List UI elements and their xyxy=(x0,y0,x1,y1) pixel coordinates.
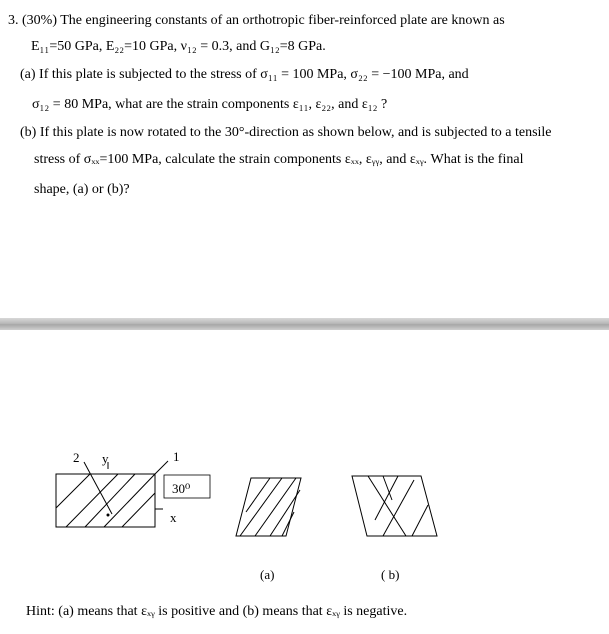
angle-label: 30⁰ xyxy=(172,481,191,496)
problem-line-4: σ₁₂ = 80 MPa, what are the strain components ε₁₁, ε₂₂, and ε₁₂ ? xyxy=(32,97,388,112)
problem-line-2: E₁₁=50 GPa, E₂₂=10 GPa, ν₁₂ = 0.3, and G₁₂=8 GPa. xyxy=(31,39,326,54)
axis-1-label: 1 xyxy=(173,449,180,464)
problem-line-5: (b) If this plate is now rotated to the 30°-direction as shown below, and is subjected to a tensile xyxy=(20,125,552,140)
deformed-shape-b xyxy=(352,476,437,536)
problem-line-1: 3. (30%) The engineering constants of an orthotropic fiber-reinforced plate are known as xyxy=(8,13,505,28)
caption-b: ( b) xyxy=(381,567,400,582)
axis-1-line xyxy=(155,461,168,474)
axis-x-label: x xyxy=(170,510,177,525)
axis-y-label: y xyxy=(102,451,109,466)
problem-line-3: (a) If this plate is subjected to the stress of σ₁₁ = 100 MPa, σ₂₂ = −100 MPa, and xyxy=(20,67,469,82)
axis-2-label: 2 xyxy=(73,450,80,465)
problem-line-6: stress of σₓₓ=100 MPa, calculate the strain components εₓₓ, εᵧᵧ, and εₓᵧ. What is the final xyxy=(34,152,524,167)
problem-line-7: shape, (a) or (b)? xyxy=(34,182,130,197)
origin-dot xyxy=(107,514,109,516)
parallelogram-b xyxy=(352,476,437,536)
deformed-shape-a xyxy=(236,478,301,536)
original-plate-hatching xyxy=(56,474,155,527)
caption-a: (a) xyxy=(260,567,275,582)
original-plate xyxy=(56,474,155,527)
axis-2-line xyxy=(84,462,112,514)
hint-text: Hint: (a) means that εₓᵧ is positive and (b) means that εₓᵧ is negative. xyxy=(26,604,408,619)
